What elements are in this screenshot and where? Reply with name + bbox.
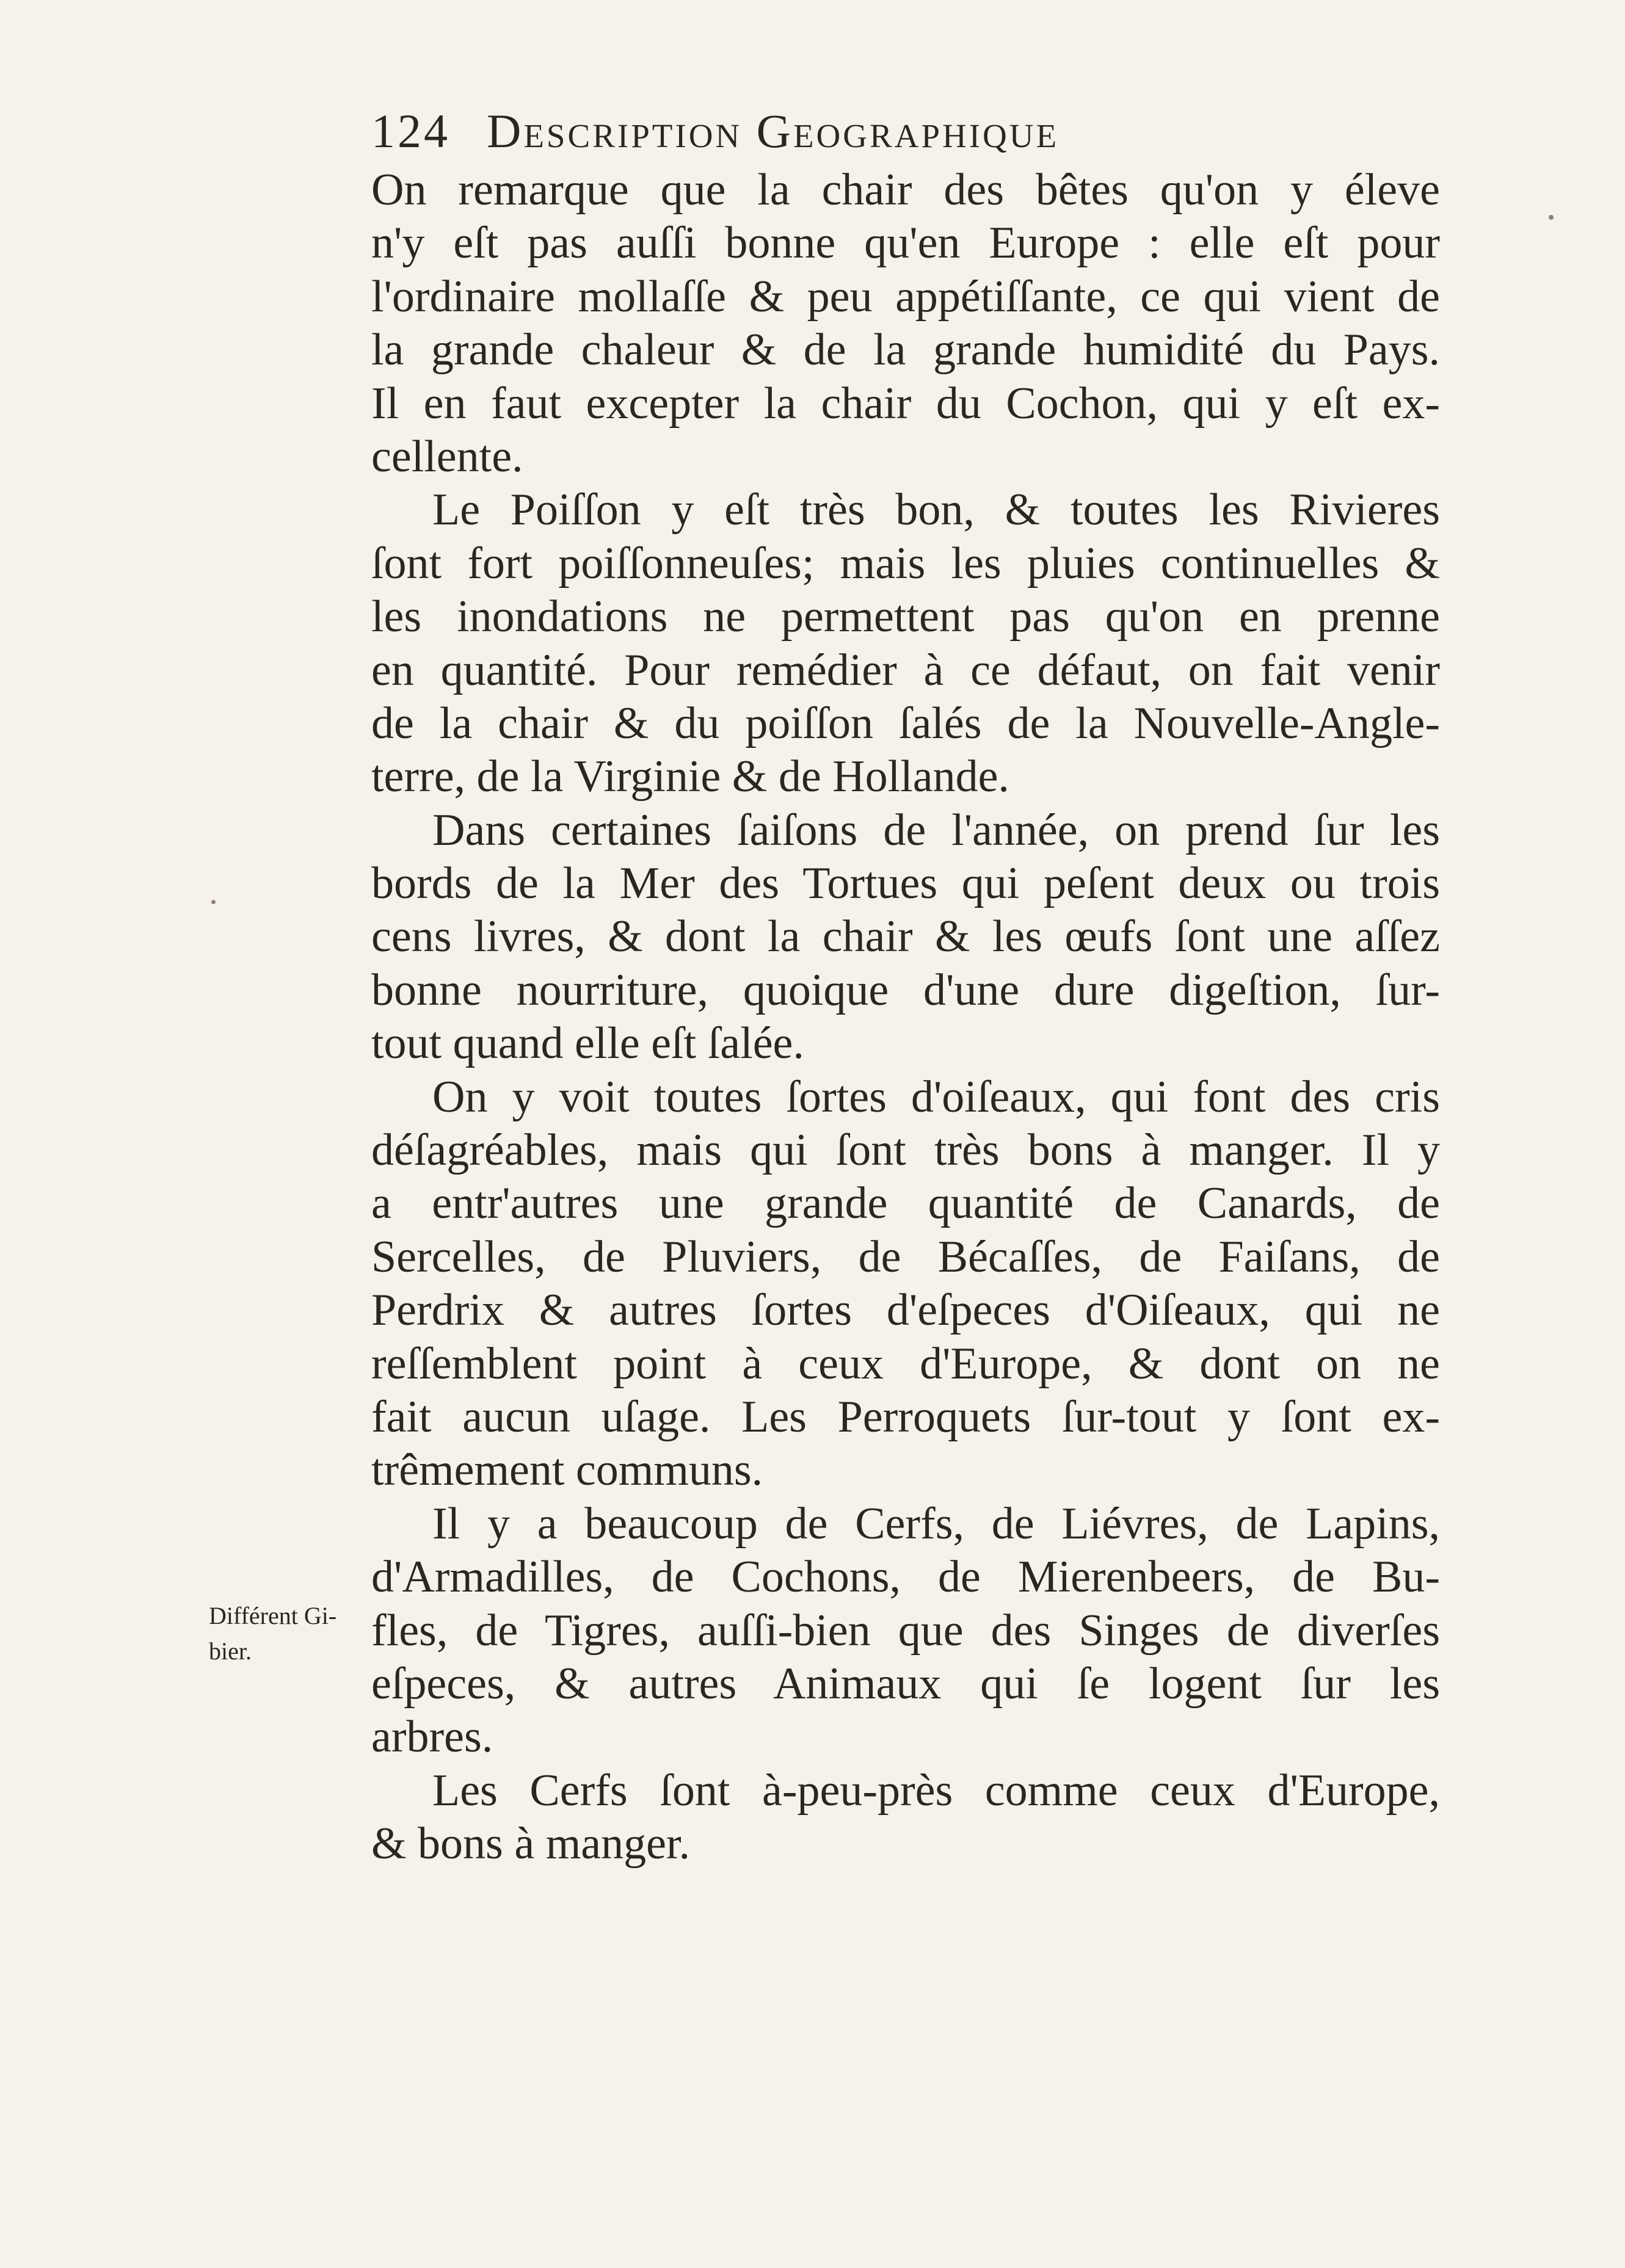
text-line: les inondations ne permettent pas qu'on en prenne [371, 592, 1440, 642]
text-line: l'ordinaire mollaſſe & peu appétiſſante, ce qui vient de [371, 271, 1440, 322]
text-line: Dans certaines ſaiſons de l'année, on prend ſur les [432, 805, 1440, 855]
text-line: déſagréables, mais qui ſont très bons à manger. Il y [371, 1125, 1440, 1176]
text-line: Les Cerfs ſont à-peu-près comme ceux d'Europe, [432, 1765, 1440, 1816]
text-line: terre, de la Virginie & de Hollande. [371, 752, 1009, 802]
text-line: d'Armadilles, de Cochons, de Mierenbeers, de Bu- [371, 1552, 1440, 1603]
text-line: la grande chaleur & de la grande humidité du Pays. [371, 325, 1440, 375]
paper-speck [1549, 215, 1554, 220]
text-line: cellente. [371, 431, 523, 482]
text-line: Le Poiſſon y eſt très bon, & toutes les Rivieres [432, 485, 1440, 535]
text-line: & bons à manger. [371, 1819, 691, 1869]
text-line: tout quand elle eſt ſalée. [371, 1018, 804, 1069]
paper-speck [211, 900, 216, 904]
text-line: eſpeces, & autres Animaux qui ſe logent ſur les [371, 1658, 1440, 1709]
text-line: ſont fort poiſſonneuſes; mais les pluies continuelles & [371, 538, 1440, 589]
margin-note-line: bier. [209, 1637, 252, 1665]
text-line: bonne nourriture, quoique d'une dure digeſtion, ſur- [371, 965, 1440, 1015]
running-title: Description Geographique [487, 104, 1060, 158]
margin-note [209, 1598, 362, 1669]
page-number: 124 [371, 104, 450, 158]
body-text [371, 164, 1440, 1871]
text-line: a entr'autres une grande quantité de Canards, de [371, 1178, 1440, 1229]
text-line: cens livres, & dont la chair & les œufs ſont une aſſez [371, 911, 1440, 962]
text-line: Il en faut excepter la chair du Cochon, qui y eſt ex- [371, 378, 1440, 429]
margin-note-line: Différent Gi- [209, 1602, 337, 1629]
text-line: Il y a beaucoup de Cerfs, de Liévres, de Lapins, [432, 1498, 1440, 1549]
text-line: On y voit toutes ſortes d'oiſeaux, qui font des cris [432, 1071, 1440, 1122]
text-line: reſſemblent point à ceux d'Europe, & dont on ne [371, 1338, 1440, 1389]
text-line: On remarque que la chair des bêtes qu'on y éleve [371, 165, 1440, 215]
text-line: arbres. [371, 1712, 493, 1763]
text-line: Sercelles, de Pluviers, de Bécaſſes, de Faiſans, de [371, 1231, 1440, 1282]
text-line: fles, de Tigres, auſſi-bien que des Singes de diverſes [371, 1605, 1440, 1656]
text-line: bords de la Mer des Tortues qui peſent deux ou trois [371, 858, 1440, 909]
text-line: de la chair & du poiſſon ſalés de la Nouvelle-Angle- [371, 698, 1440, 748]
text-line: fait aucun uſage. Les Perroquets ſur-tout y ſont ex- [371, 1391, 1440, 1442]
text-line: n'y eſt pas auſſi bonne qu'en Europe : elle eſt pour [371, 218, 1440, 269]
running-header [371, 104, 1324, 159]
text-line: en quantité. Pour remédier à ce défaut, on fait venir [371, 645, 1440, 695]
text-line: Perdrix & autres ſortes d'eſpeces d'Oiſeaux, qui ne [371, 1285, 1440, 1336]
text-line: trêmement communs. [371, 1445, 763, 1496]
